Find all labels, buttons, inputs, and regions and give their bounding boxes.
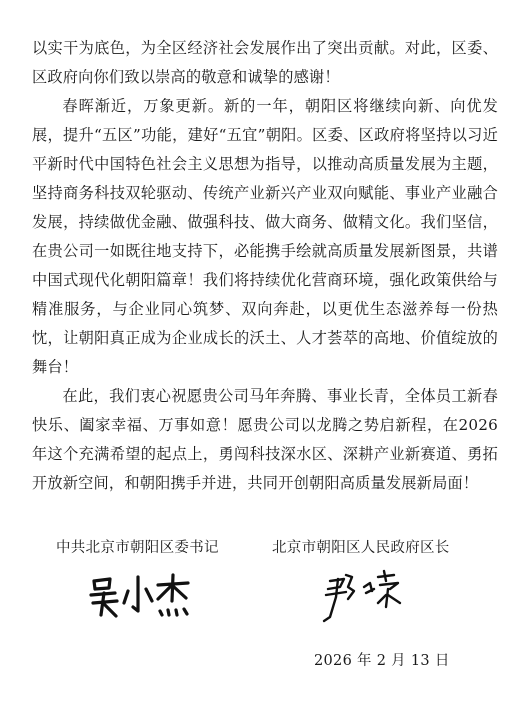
party-secretary-signature — [88, 571, 198, 623]
district-mayor-title: 北京市朝阳区人民政府区长 — [272, 540, 450, 556]
paragraph-1: 以实干为底色，为全区经济社会发展作出了突出贡献。对此，区委、区政府向你们致以崇高的敬意和诚挚的感谢！ — [32, 39, 498, 86]
letter-date: 2026 年 2 月 13 日 — [314, 653, 450, 669]
paragraph-3: 在此，我们衷心祝愿贵公司马年奔腾、事业长青，全体员工新春快乐、阖家幸福、万事如意！愿贵公司以龙腾之势启新程，在2026年这个充满希望的起点上，勇闯科技深水区、深耕产业新赛道、勇拓开放新空间，和朝阳携手并进，共同开创朝阳高质量发展新局面！ — [32, 387, 498, 492]
signature-block — [0, 537, 522, 657]
letter-body — [32, 34, 498, 498]
party-secretary-title: 中共北京市朝阳区委书记 — [56, 540, 219, 556]
district-mayor-signature — [320, 567, 420, 625]
paragraph-2: 春晖渐近，万象更新。新的一年，朝阳区将继续向新、向优发展，提升“五区”功能，建好“五宜”朝阳。区委、区政府将坚持以习近平新时代中国特色社会主义思想为指导，以推动高质量发展为主题，坚持商务科技双轮驱动、传统产业新兴产业双向赋能、事业产业融合发展，持续做优金融、做强科技、做大商务、做精文化。我们坚信，在贵公司一如既往地支持下，必能携手绘就高质量发展新图景，共谱中国式现代化朝阳篇章！我们将持续优化营商环境，强化政策供给与精准服务，与企业同心筑梦、双向奔赴，以更优生态滋养每一份热忱，让朝阳真正成为企业成长的沃土、人才荟萃的高地、价值绽放的舞台！ — [32, 97, 498, 376]
